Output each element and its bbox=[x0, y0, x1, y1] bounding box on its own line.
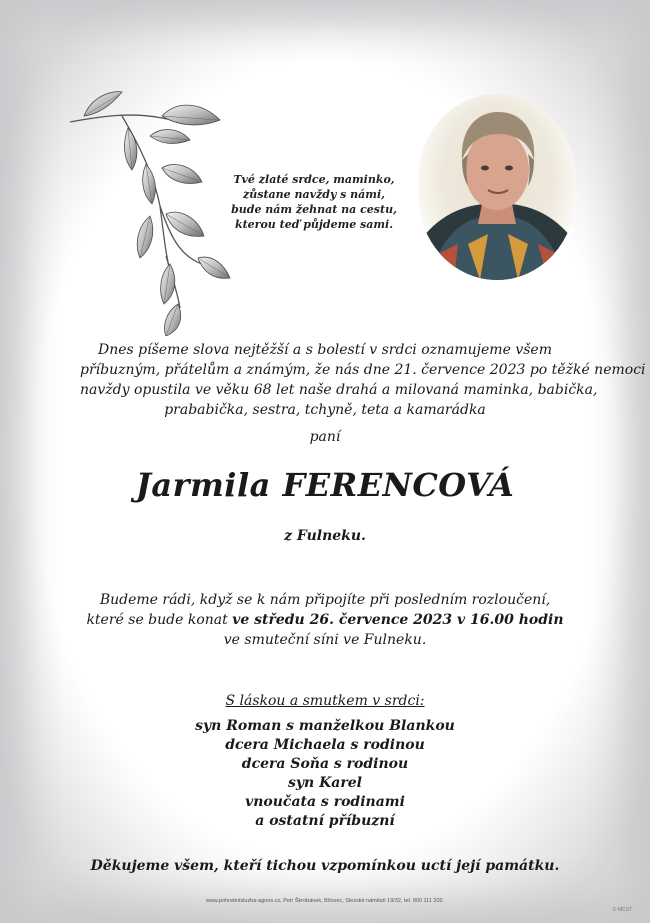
portrait-image bbox=[418, 94, 576, 280]
mourner: dcera Michaela s rodinou bbox=[225, 737, 425, 753]
copyright-badge: © MCST bbox=[612, 907, 632, 913]
ceremony-line: Budeme rádi, když se k nám připojíte při posledním rozloučení, bbox=[99, 592, 551, 608]
mourner: syn Roman s manželkou Blankou bbox=[195, 718, 455, 734]
deceased-name: Jarmila FERENCOVÁ bbox=[135, 466, 515, 504]
ceremony-date-time: ve středu 26. července 2023 v 16.00 hodin bbox=[232, 612, 564, 628]
hometown: z Fulneku. bbox=[284, 528, 366, 544]
mourners-list bbox=[0, 692, 650, 831]
mourner: syn Karel bbox=[288, 775, 362, 791]
ceremony-line-datetime bbox=[80, 610, 570, 630]
mourner: vnoučata s rodinami bbox=[245, 794, 405, 810]
quote-line: bude nám žehnat na cestu, bbox=[231, 203, 397, 216]
announcement-text bbox=[80, 340, 646, 420]
mourner: a ostatní příbuzní bbox=[255, 813, 395, 829]
quote-line: Tvé zlaté srdce, maminko, bbox=[233, 173, 395, 186]
quote-line: kterou teď půjdeme sami. bbox=[234, 218, 394, 231]
mourners-heading: S láskou a smutkem v srdci: bbox=[225, 693, 425, 709]
funeral-service-footer: www.pohrebnisluzba-agnes.cz, Petr Škrobánek, Bílovec, Slezské náměstí 19/32, tel. 800 111 202. bbox=[205, 898, 445, 904]
memorial-quote bbox=[214, 172, 414, 232]
mourner: dcera Soňa s rodinou bbox=[241, 756, 409, 772]
ceremony-venue: ve smuteční síni ve Fulneku. bbox=[223, 632, 427, 648]
ceremony-info bbox=[80, 590, 570, 650]
announcement-line: Dnes píšeme slova nejtěžší a s bolestí v srdci oznamujeme všem bbox=[98, 342, 552, 358]
ceremony-text: které se bude konat bbox=[86, 612, 233, 628]
announcement-line: prababička, sestra, tchyně, teta a kamarádka bbox=[164, 402, 486, 418]
salutation: paní bbox=[309, 429, 341, 445]
announcement-line: navždy opustila ve věku 68 let naše drahá a milovaná maminka, babička, bbox=[80, 382, 598, 398]
announcement-line: příbuzným, přátelům a známým, že nás dne 21. července 2023 po těžké nemoci bbox=[80, 362, 646, 378]
deceased-portrait-photo bbox=[418, 94, 576, 280]
thanks-line: Děkujeme všem, kteří tichou vzpomínkou uctí její památku. bbox=[90, 858, 560, 874]
quote-line: zůstane navždy s námi, bbox=[243, 188, 385, 201]
